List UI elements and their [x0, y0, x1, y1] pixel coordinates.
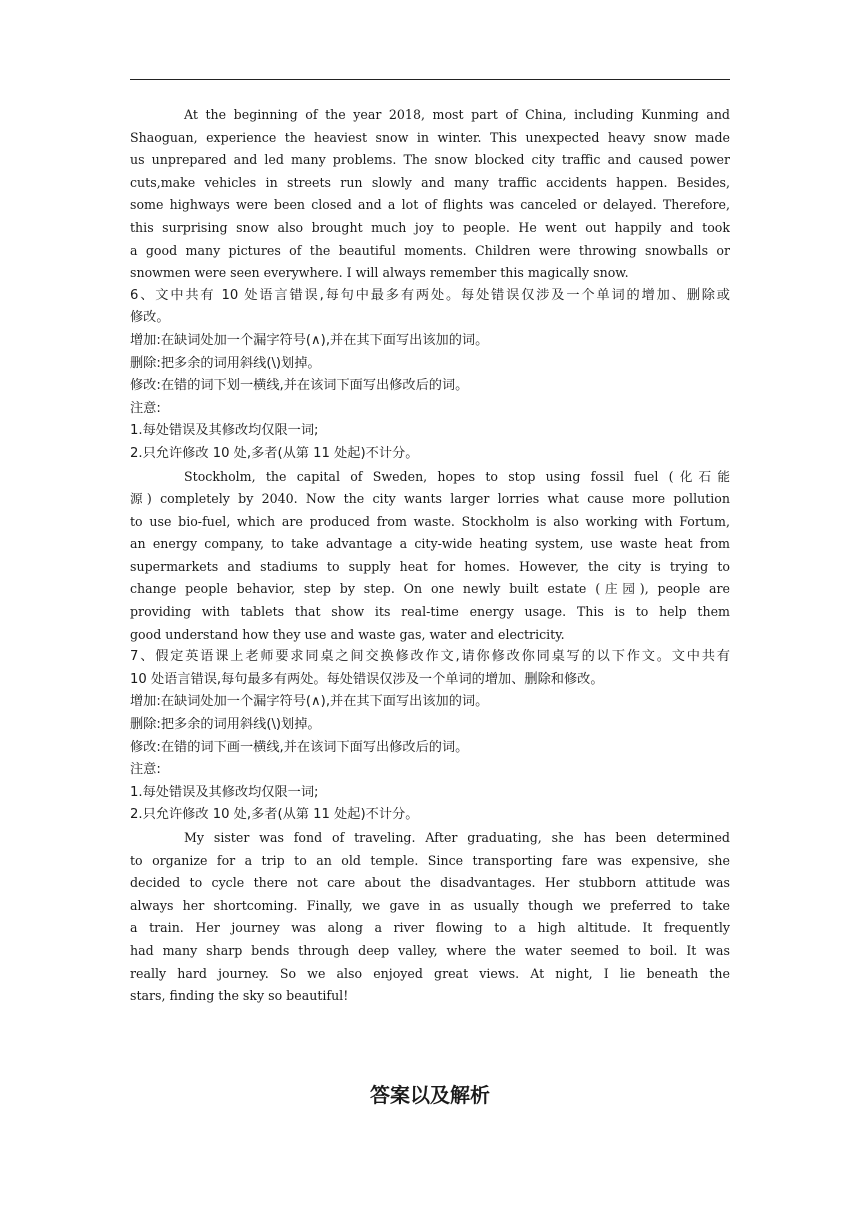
passage-line: At the beginning of the year 2018, most part of China, including Kunming and: [184, 107, 730, 122]
instruction-modify: 修改:在错的词下划一横线,并在该词下面写出修改后的词。: [130, 378, 469, 394]
passage-line: providing with tablets that show its real-time energy usage. This is to help them: [130, 604, 730, 620]
note-item: 2.只允许修改 10 处,多者(从第 11 处起)不计分。: [130, 807, 419, 823]
note-item: 1.每处错误及其修改均仅限一词;: [130, 784, 319, 800]
question-prompt: 修改。: [130, 310, 170, 326]
passage-line: had many sharp bends through deep valley, where the water seemed to boil. It was: [130, 942, 730, 958]
note-title: 注意:: [130, 400, 161, 416]
answer-section-title: 答案以及解析: [370, 1083, 490, 1107]
note-item: 2.只允许修改 10 处,多者(从第 11 处起)不计分。: [130, 445, 419, 461]
question-7: [130, 646, 730, 827]
passage-line: really hard journey. So we also enjoyed great views. At night, I lie beneath the: [130, 965, 730, 981]
header-rule: [130, 79, 730, 80]
passage-line: an energy company, to take advantage a city-wide heating system, use waste heat from: [130, 536, 730, 552]
passage-line: decided to cycle there not care about the disadvantages. Her stubborn attitude was: [130, 875, 730, 891]
passage-line: supermarkets and stadiums to supply heat for homes. However, the city is trying to: [130, 558, 730, 574]
passage-sister: [130, 827, 730, 1008]
document-content: [130, 104, 730, 1008]
passage-line: always her shortcoming. Finally, we gave in as usually though we preferred to take: [130, 897, 730, 913]
instruction-add: 增加:在缺词处加一个漏字符号(∧),并在其下面写出该加的词。: [130, 332, 489, 348]
passage-line: Shaoguan, experience the heaviest snow in winter. This unexpected heavy snow made: [130, 129, 730, 145]
passage-line: snowmen were seen everywhere. I will always remember this magically snow.: [130, 265, 629, 281]
question-prompt: 6、文中共有 10 处语言错误,每句中最多有两处。每处错误仅涉及一个单词的增加、删除或: [130, 287, 730, 303]
passage-line: Stockholm, the capital of Sweden, hopes to stop using fossil fuel (化石能: [184, 468, 730, 484]
instruction-delete: 删除:把多余的词用斜线(\)划掉。: [130, 355, 321, 371]
question-prompt: 10 处语言错误,每句最多有两处。每处错误仅涉及一个单词的增加、删除和修改。: [130, 671, 604, 687]
passage-line: stars, finding the sky so beautiful!: [130, 988, 349, 1004]
note-item: 1.每处错误及其修改均仅限一词;: [130, 423, 319, 439]
passage-stockholm: [130, 466, 730, 647]
passage-line: cuts,make vehicles in streets run slowly and many traffic accidents happen. Besides,: [130, 174, 730, 190]
passage-line: some highways were been closed and a lot of flights was canceled or delayed. Therefore,: [130, 197, 730, 213]
passage-line: good understand how they use and waste gas, water and electricity.: [130, 626, 565, 642]
question-6: [130, 285, 730, 466]
passage-line: 源) completely by 2040. Now the city wants larger lorries what cause more pollution: [130, 491, 730, 507]
passage-line: us unprepared and led many problems. The snow blocked city traffic and caused power: [130, 152, 730, 168]
passage-line: My sister was fond of traveling. After graduating, she has been determined: [184, 830, 730, 845]
passage-line: to use bio-fuel, which are produced from waste. Stockholm is also working with Fortum,: [130, 513, 730, 529]
passage-line: a good many pictures of the beautiful moments. Children were throwing snowballs or: [130, 242, 730, 258]
instruction-modify: 修改:在错的词下画一横线,并在该词下面写出修改后的词。: [130, 739, 469, 755]
passage-line: this surprising snow also brought much joy to people. He went out happily and took: [130, 219, 730, 235]
note-title: 注意:: [130, 762, 161, 778]
passage-line: a train. Her journey was along a river flowing to a high altitude. It frequently: [130, 920, 730, 936]
passage-snow: [130, 104, 730, 285]
passage-line: to organize for a trip to an old temple. Since transporting fare was expensive, she: [130, 852, 730, 868]
instruction-add: 增加:在缺词处加一个漏字符号(∧),并在其下面写出该加的词。: [130, 694, 489, 710]
instruction-delete: 删除:把多余的词用斜线(\)划掉。: [130, 717, 321, 733]
passage-line: change people behavior, step by step. On one newly built estate (庄园), people are: [130, 581, 730, 597]
question-prompt: 7、假定英语课上老师要求同桌之间交换修改作文,请你修改你同桌写的以下作文。文中共有: [130, 649, 730, 665]
